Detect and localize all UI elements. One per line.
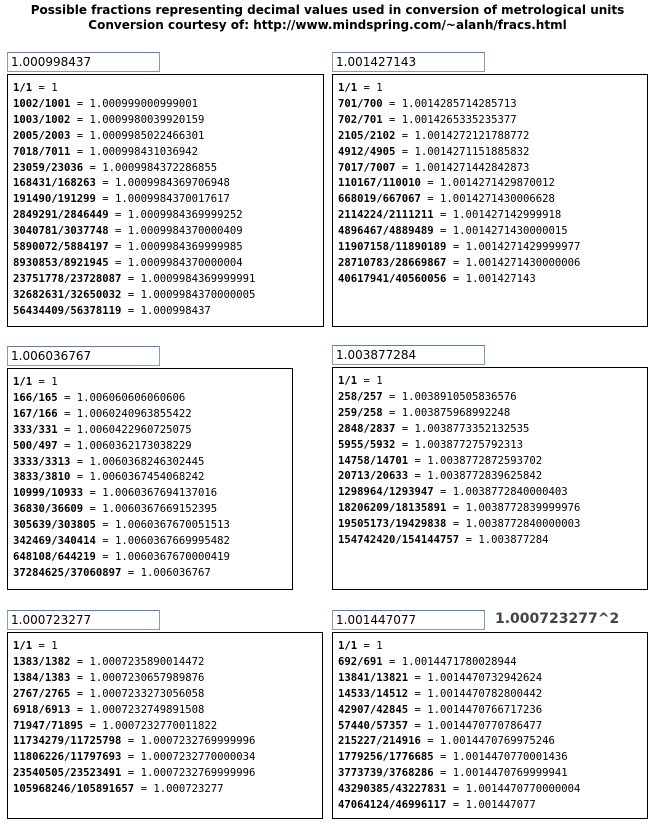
fraction-value: = 1.0038910505836576 [382,390,517,403]
fraction-row [338,750,647,766]
fraction-value: = 1.0009984370000409 [108,225,243,238]
fraction-value: = 1.0060367669152395 [83,503,218,516]
fraction-value: = 1.0038772839625842 [408,470,543,483]
fraction-value: = 1.003877275792313 [395,438,523,451]
fraction-row [13,240,323,256]
value-input-2[interactable]: 1.001427143 [332,52,485,72]
fraction-row [338,161,647,177]
fraction-text: 6918/6913 [13,703,71,716]
fraction-value: = 1.000999000999001 [70,97,198,110]
fraction-text: 258/257 [338,390,383,403]
fraction-row [13,518,292,534]
fraction-row [338,97,647,113]
fraction-text: 648108/644219 [13,550,96,563]
fractions-list-2 [332,74,648,327]
fraction-text: 57440/57357 [338,719,409,732]
fraction-value: = 1.0007230657989876 [70,671,205,684]
fraction-text: 259/258 [338,406,383,419]
fraction-row [13,304,323,320]
fraction-value: = 1.0060368246302445 [70,455,205,468]
fraction-text: 342469/340414 [13,535,96,548]
fraction-row [338,256,647,272]
fraction-row [13,192,323,208]
fraction-value: = 1.000998437 [121,304,211,317]
fraction-value: = 1.0007232769999996 [121,767,256,780]
fraction-text: 19505173/19429838 [338,518,447,531]
fraction-text: 36830/36609 [13,503,84,516]
fraction-value: = 1.0009984370000004 [108,256,243,269]
fraction-text: 11806226/11797693 [13,751,122,764]
fraction-row [338,438,647,454]
fraction-value: = 1.0014470782800442 [408,687,543,700]
fraction-text: 5890072/5884197 [13,241,109,254]
fraction-row [338,208,647,224]
fraction-text: 692/691 [338,655,383,668]
fraction-row [13,272,323,288]
fraction-row [13,224,323,240]
fraction-value: = 1.0014271430000015 [433,225,568,238]
fraction-text: 1779256/1776685 [338,751,434,764]
fraction-row [338,687,647,703]
fraction-text: 333/331 [13,423,58,436]
value-input-5[interactable]: 1.000723277 [7,610,160,630]
fraction-row [338,454,647,470]
fraction-value: = 1.0007232769999996 [121,735,256,748]
fraction-text: 191490/191299 [13,193,96,206]
fraction-value: = 1.0014271442842873 [395,161,530,174]
fraction-text: 2767/2765 [13,687,71,700]
fractions-list-6 [332,632,648,819]
fraction-value: = 1.0014471780028944 [382,655,517,668]
fraction-text: 37284625/37060897 [13,566,122,579]
fraction-text: 110167/110010 [338,177,421,190]
fraction-row [338,422,647,438]
fraction-text: 3773739/3768286 [338,767,434,780]
fraction-text: 4896467/4889489 [338,225,434,238]
fraction-value: = 1.0014470732942624 [408,671,543,684]
fraction-text: 1003/1002 [13,113,71,126]
fraction-row [13,407,292,423]
fraction-row [13,113,323,129]
fraction-text: 8930853/8921945 [13,256,109,269]
fraction-value: = 1.0038772840000003 [446,518,581,531]
fraction-row [13,502,292,518]
fraction-value: = 1.0007233273056058 [70,687,205,700]
fraction-value: = 1 [32,82,58,94]
fraction-value: = 1 [357,82,383,94]
fraction-row [13,687,322,703]
fraction-row [13,639,322,655]
fraction-row [338,485,647,501]
fraction-text: 2105/2102 [338,129,396,142]
value-input-6[interactable]: 1.001447077 [332,610,485,630]
fraction-text: 4912/4905 [338,145,396,158]
fraction-text: 1/1 [13,82,33,94]
fraction-text: 11734279/11725798 [13,735,122,748]
fraction-row [13,655,322,671]
fraction-value: = 1.0009985022466301 [70,129,205,142]
fraction-text: 14758/14701 [338,454,409,467]
fraction-text: 13841/13821 [338,671,409,684]
fraction-row [338,272,647,288]
fractions-list-4 [332,367,648,590]
fraction-value: = 1.0009984370000005 [121,288,256,301]
fraction-text: 2114224/2111211 [338,209,434,222]
fraction-value: = 1.0014271430006628 [420,193,555,206]
fraction-text: 2848/2837 [338,422,396,435]
fraction-row [13,550,292,566]
fraction-text: 32682631/32650032 [13,288,122,301]
fraction-row [13,208,323,224]
fraction-row [338,639,647,655]
fraction-value: = 1.0007232770011822 [83,719,218,732]
fraction-row [338,703,647,719]
fractions-list-3 [7,368,293,590]
fraction-value: = 1 [357,375,383,387]
fraction-row [338,719,647,735]
fraction-text: 668019/667067 [338,193,421,206]
fraction-text: 7017/7007 [338,161,396,174]
fraction-value: = 1.003877284 [459,534,549,547]
fraction-text: 168431/168263 [13,177,96,190]
fraction-row [338,129,647,145]
fraction-value: = 1.0060367694137016 [83,487,218,500]
fraction-row [338,798,647,814]
fraction-row [338,406,647,422]
fraction-row [338,374,647,390]
fraction-value: = 1.0014271151885832 [395,145,530,158]
fraction-value: = 1.000998431036942 [70,145,198,158]
fraction-row [13,455,292,471]
fraction-row [13,486,292,502]
fraction-value: = 1.0009984369999252 [108,209,243,222]
fraction-value: = 1.0038772840000403 [433,486,568,499]
fraction-value: = 1.0009984372286855 [83,161,218,174]
fraction-value: = 1.000723277 [134,783,224,796]
fraction-value: = 1.006060606060606 [57,391,186,404]
fraction-row [13,766,322,782]
header-title: Possible fractions representing decimal values used in conversion of metrological units [30,3,625,17]
fraction-value: = 1.0009980039920159 [70,113,205,126]
fraction-row [338,224,647,240]
fraction-row [338,782,647,798]
fraction-text: 305639/303805 [13,519,96,532]
fraction-value: = 1.0009984369999991 [121,272,256,285]
fraction-value: = 1.0014470770000004 [446,783,581,796]
fraction-row [13,566,292,582]
fraction-text: 18206209/18135891 [338,502,447,515]
fraction-row [13,782,322,798]
fraction-text: 701/700 [338,97,383,110]
fraction-text: 702/701 [338,113,383,126]
fraction-text: 40617941/40560056 [338,272,447,285]
fraction-text: 3040781/3037748 [13,225,109,238]
fraction-row [13,534,292,550]
fraction-row [338,671,647,687]
fraction-row [13,719,322,735]
fraction-row [13,145,323,161]
fraction-text: 167/166 [13,407,58,420]
fraction-value: = 1.0007235890014472 [70,655,205,668]
fraction-text: 23751778/23728087 [13,272,122,285]
fraction-row [13,703,322,719]
fraction-value: = 1.0060367670051513 [95,519,230,532]
fraction-text: 1384/1383 [13,671,71,684]
fraction-text: 105968246/105891657 [13,783,135,796]
fraction-text: 28710783/28669867 [338,256,447,269]
fraction-row [13,470,292,486]
fraction-value: = 1.0009984369999985 [108,241,243,254]
fraction-row [13,734,322,750]
fraction-text: 11907158/11890189 [338,241,447,254]
fraction-row [13,375,292,391]
fraction-value: = 1.0060367454068242 [70,471,205,484]
fraction-row [13,256,323,272]
fraction-value: = 1.0060367669995482 [95,535,230,548]
fraction-text: 14533/14512 [338,687,409,700]
fraction-text: 1/1 [338,375,358,387]
fraction-row [338,81,647,97]
page-header [0,3,655,33]
fraction-value: = 1.0014470769999941 [433,767,568,780]
fraction-text: 20713/20633 [338,470,409,483]
value-input-3[interactable]: 1.006036767 [7,346,160,366]
fraction-row [13,176,323,192]
fraction-value: = 1.0007232770000034 [121,751,256,764]
fraction-value: = 1.0014272121788772 [395,129,530,142]
fraction-value: = 1.001427143 [446,272,536,285]
fraction-value: = 1.0009984369706948 [95,177,230,190]
fraction-value: = 1.006036767 [121,566,211,579]
fraction-value: = 1.0009984370017617 [95,193,230,206]
fraction-text: 10999/10933 [13,487,84,500]
value-input-1[interactable]: 1.000998437 [7,52,160,72]
fraction-row [338,501,647,517]
fraction-value: = 1.0014265335235377 [382,113,517,126]
fraction-value: = 1.0014271429870012 [420,177,555,190]
fraction-text: 1/1 [338,640,358,652]
fractions-list-1 [7,74,324,327]
fraction-row [338,517,647,533]
fraction-row [338,469,647,485]
fraction-value: = 1.0014271429999977 [446,241,581,254]
fraction-row [338,766,647,782]
squared-note: 1.000723277^2 [495,611,620,627]
fraction-row [338,390,647,406]
fraction-text: 5955/5932 [338,438,396,451]
fraction-value: = 1.0060367670000419 [95,550,230,563]
fraction-text: 43290385/43227831 [338,783,447,796]
fraction-text: 500/497 [13,439,58,452]
fraction-text: 47064124/46996117 [338,799,447,812]
fraction-row [338,145,647,161]
fraction-row [13,288,323,304]
fraction-value: = 1.0060240963855422 [57,407,192,420]
fraction-text: 56434409/56378119 [13,304,122,317]
fraction-row [13,81,323,97]
fraction-text: 215227/214916 [338,735,421,748]
fraction-text: 3833/3810 [13,471,71,484]
fraction-row [13,161,323,177]
value-input-4[interactable]: 1.003877284 [332,345,485,365]
fraction-text: 7018/7011 [13,145,71,158]
fraction-value: = 1 [32,640,58,652]
fraction-value: = 1.0038772872593702 [408,454,543,467]
fraction-text: 2005/2003 [13,129,71,142]
fraction-row [338,113,647,129]
fraction-text: 23059/23036 [13,161,84,174]
fraction-row [338,533,647,549]
fraction-value: = 1.0060362173038229 [57,439,192,452]
fraction-value: = 1.0014470770786477 [408,719,543,732]
fraction-value: = 1 [32,376,58,388]
fraction-row [338,192,647,208]
fraction-text: 71947/71895 [13,719,84,732]
fraction-row [338,655,647,671]
fraction-text: 1/1 [13,376,33,388]
fraction-value: = 1.0014470769975246 [420,735,555,748]
fraction-value: = 1.001427142999918 [433,209,562,222]
fraction-text: 3333/3313 [13,455,71,468]
fraction-row [13,391,292,407]
fraction-value: = 1.001447077 [446,799,536,812]
fraction-row [338,734,647,750]
fraction-row [13,439,292,455]
fraction-text: 1/1 [13,640,33,652]
fraction-value: = 1.0014285714285713 [382,97,517,110]
fraction-row [13,423,292,439]
fraction-text: 1383/1382 [13,655,71,668]
fraction-value: = 1.0014470766717236 [408,703,543,716]
fraction-value: = 1.0038772839999976 [446,502,581,515]
fraction-value: = 1.0007232749891508 [70,703,205,716]
fraction-text: 1/1 [338,82,358,94]
fraction-row [13,750,322,766]
fraction-text: 23540505/23523491 [13,767,122,780]
fraction-value: = 1 [357,640,383,652]
fraction-value: = 1.0060422960725075 [57,423,192,436]
fraction-row [13,129,323,145]
fraction-row [13,671,322,687]
fraction-value: = 1.0038773352132535 [395,422,530,435]
fraction-text: 2849291/2846449 [13,209,109,222]
fraction-text: 42907/42845 [338,703,409,716]
fraction-text: 1002/1001 [13,97,71,110]
fraction-row [338,240,647,256]
header-credit: Conversion courtesy of: http://www.mindspring.com/~alanh/fracs.html [88,18,567,32]
fractions-list-5 [7,632,323,819]
fraction-value: = 1.003875968992248 [382,406,511,419]
fraction-value: = 1.0014470770001436 [433,751,568,764]
fraction-row [338,176,647,192]
fraction-text: 166/165 [13,391,58,404]
fraction-value: = 1.0014271430000006 [446,256,581,269]
fraction-text: 1298964/1293947 [338,486,434,499]
fraction-row [13,97,323,113]
fraction-text: 154742420/154144757 [338,534,460,547]
